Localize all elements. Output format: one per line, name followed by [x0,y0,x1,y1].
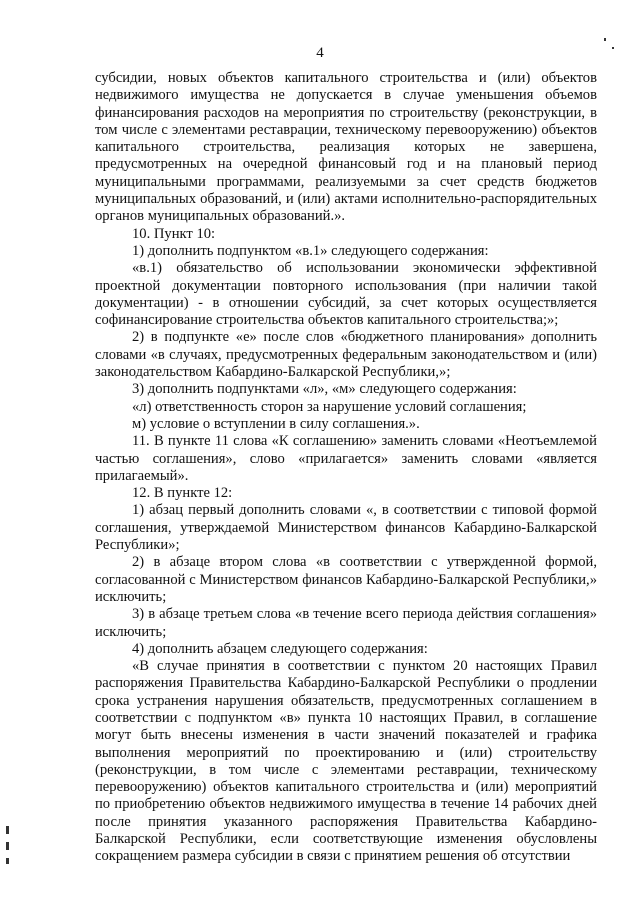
paragraph: 11. В пункте 11 слова «К соглашению» заменить словами «Неотъемлемой частью соглашения», слово «прилагается» заменить словами «является прилагаемый». [95,433,597,484]
scan-speck [6,842,9,850]
page-number: 4 [316,45,324,61]
paragraph: 3) в абзаце третьем слова «в течение всего периода действия соглашения» исключить; [95,606,597,640]
scan-speck [612,47,614,49]
paragraph: «В случае принятия в соответствии с пунктом 20 настоящих Правил распоряжения Правительства Кабардино-Балкарской Республики о продлении срока устранения нарушения обязательств, предусмотренных соглашением в соответствии с подпунктом «в» пункта 10 настоящих Правил, в соглашение могут быть внесены изменения в части значений показателей и графика выполнения мероприятий по проектированию и (или) строительству (реконструкции, в том числе с элементами реставрации, техническому перевооружению) объектов капитального строительства и (или) мероприятий по приобретению объектов недвижимого имущества в течение 14 рабочих дней после принятия указанного распоряжения Правительства Кабардино-Балкарской Республики, если соответствующие изменения обусловлены сокращением размера субсидии в связи с принятием решения об отсутствии [95,658,597,865]
scan-speck [604,38,606,41]
paragraph: м) условие о вступлении в силу соглашения.». [132,415,420,432]
document-body [95,70,597,866]
scan-speck [6,826,9,834]
paragraph: 1) дополнить подпунктом «в.1» следующего содержания: [132,242,489,259]
paragraph: 4) дополнить абзацем следующего содержания: [132,640,428,657]
paragraph: 12. В пункте 12: [132,485,233,502]
paragraph: «л) ответственность сторон за нарушение условий соглашения; [132,398,527,415]
paragraph: 10. Пункт 10: [132,225,216,242]
paragraph: субсидии, новых объектов капитального строительства и (или) объектов недвижимого имущества не допускается в случае уменьшения объемов финансирования расходов на мероприятия по строительству (реконструкции, в том числе с элементами реставрации, техническому перевооружению) объектов капитального строительства, реализация которых не завершена, предусмотренных на очередной финансовый год и на плановый период муниципальными программами, реализуемыми за счет средств бюджетов муниципальных образований, и (или) актами исполнительно-распорядительных органов муниципальных образований.». [95,70,597,225]
paragraph: «в.1) обязательство об использовании экономически эффективной проектной документации повторного использования (при наличии такой документации) - в отношении субсидий, за счет которых осуществляется софинансирование строительства объектов капитального строительства;»; [95,260,597,329]
paragraph: 3) дополнить подпунктами «л», «м» следующего содержания: [132,381,517,398]
paragraph: 2) в подпункте «е» после слов «бюджетного планирования» дополнить словами «в случаях, предусмотренных федеральным законодательством и (или) законодательством Кабардино-Балкарской Республики,»; [95,329,597,381]
paragraph: 1) абзац первый дополнить словами «, в соответствии с типовой формой соглашения, утверждаемой Министерством финансов Кабардино-Балкарской Республики»; [95,502,597,554]
scan-speck [6,858,9,864]
paragraph: 2) в абзаце втором слова «в соответствии с утвержденной формой, согласованной с Министерством финансов Кабардино-Балкарской Республики,» исключить; [95,554,597,605]
